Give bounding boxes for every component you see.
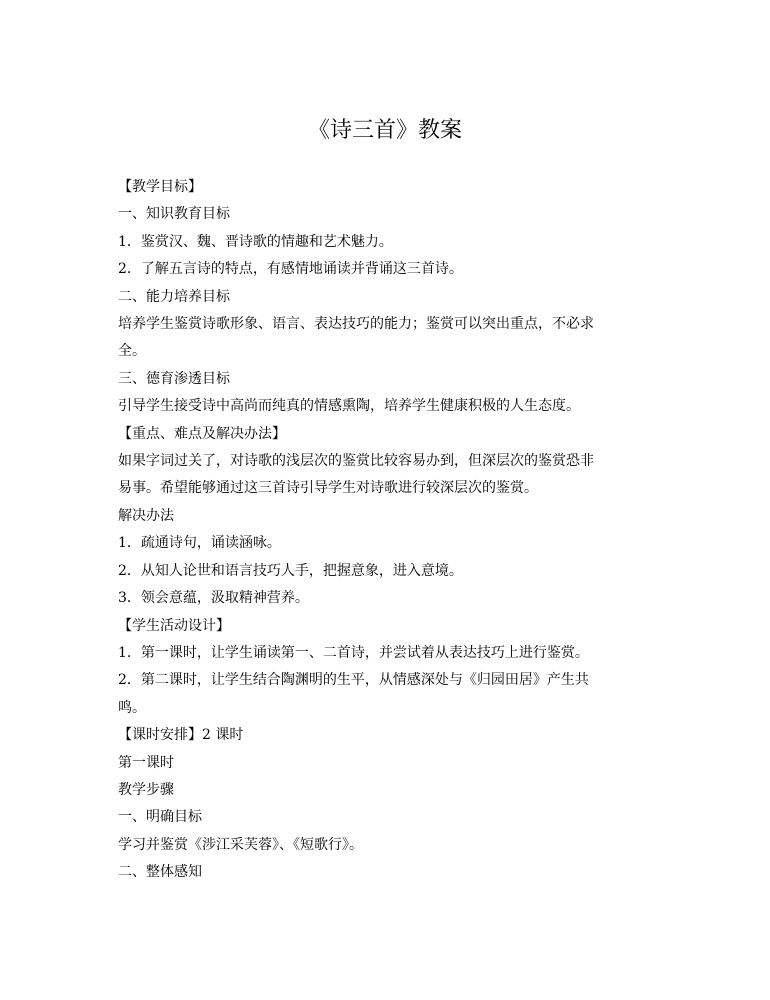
section-heading-schedule: 【课时安排】2 课时	[118, 727, 244, 744]
paragraph-line: 全。	[118, 343, 146, 360]
list-item: 3．领会意蕴，汲取精神营养。	[118, 590, 309, 607]
subheading-clarify-goals: 一、明确目标	[118, 809, 202, 826]
subheading-first-lesson: 第一课时	[118, 754, 174, 771]
subheading-solutions: 解决办法	[118, 507, 174, 524]
paragraph-line: 如果字词过关了，对诗歌的浅层次的鉴赏比较容易办到，但深层次的鉴赏恐非	[118, 453, 594, 470]
section-heading-key-points: 【重点、难点及解决办法】	[118, 425, 286, 442]
subheading-ability-goals: 二、能力培养目标	[118, 288, 230, 305]
list-item: 2．从知人论世和语言技巧人手，把握意象，进入意境。	[118, 562, 463, 579]
list-item: 1．第一课时，让学生诵读第一、二首诗，并尝试着从表达技巧上进行鉴赏。	[118, 644, 589, 661]
paragraph-line: 引导学生接受诗中高尚而纯真的情感熏陶，培养学生健康积极的人生态度。	[118, 398, 580, 415]
paragraph-line: 培养学生鉴赏诗歌形象、语言、表达技巧的能力；鉴赏可以突出重点，不必求	[118, 316, 594, 333]
list-item: 1．疏通诗句，诵读涵咏。	[118, 535, 281, 552]
subheading-teaching-steps: 教学步骤	[118, 781, 174, 798]
paragraph-line: 学习并鉴赏《涉江采芙蓉》、《短歌行》。	[118, 836, 363, 853]
list-item: 1．鉴赏汉、魏、晋诗歌的情趣和艺术魅力。	[118, 233, 393, 250]
section-heading-objectives: 【教学目标】	[118, 179, 202, 195]
paragraph-line: 易事。希望能够通过这三首诗引导学生对诗歌进行较深层次的鉴赏。	[118, 480, 538, 497]
document-body	[118, 174, 652, 887]
document-title: 《诗三首》教案	[307, 118, 462, 143]
list-item: 2．了解五言诗的特点，有感情地诵读并背诵这三首诗。	[118, 261, 463, 278]
subheading-knowledge-goals: 一、知识教育目标	[118, 206, 230, 223]
list-item: 2．第二课时，让学生结合陶渊明的生平，从情感深处与《归园田居》产生共	[118, 672, 589, 689]
section-heading-activities: 【学生活动设计】	[118, 617, 230, 634]
subheading-moral-goals: 三、德育渗透目标	[118, 370, 230, 387]
paragraph-line: 鸣。	[118, 699, 146, 716]
subheading-overall-perception: 二、整体感知	[118, 864, 202, 881]
